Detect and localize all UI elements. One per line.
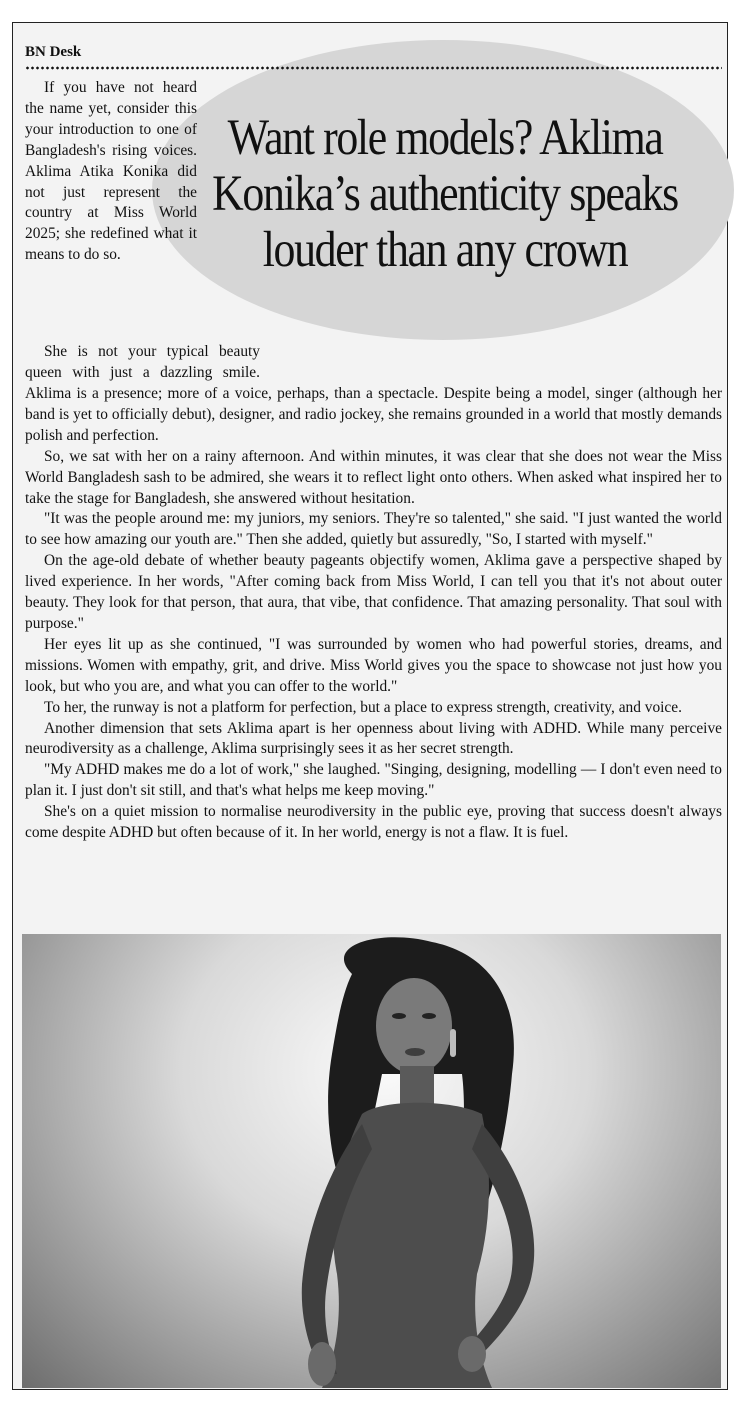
paragraph-start: She is not your typical beauty queen with just a dazzling smile. [25, 343, 260, 381]
intro-column [25, 78, 197, 266]
intro-paragraph: If you have not heard the name yet, consider this your introduction to one of Bangladesh's rising voices. Aklima Atika Konika did not just represent the country at Miss World 2025; she redefined what it means to do so. [25, 79, 197, 264]
headline-line: Want role models? Aklima [227, 110, 663, 166]
portrait-illustration [22, 934, 721, 1388]
byline: BN Desk [25, 44, 82, 60]
portrait-photo [22, 934, 721, 1388]
paragraph: "It was the people around me: my juniors, my seniors. They're so talented," she said. "I just wanted the world to see how amazing our youth are." Then she added, quietly but assuredly, "So, I started with myself." [25, 510, 722, 549]
paragraph: She's on a quiet mission to normalise neurodiversity in the public eye, proving that success doesn't always come despite ADHD but often because of it. In her world, energy is not a flaw. It is fuel. [25, 803, 722, 842]
paragraph: To her, the runway is not a platform for perfection, but a place to express strength, creativity, and voice. [44, 698, 682, 716]
headline-line: louder than any crown [262, 222, 628, 278]
headline-line: Konika’s authenticity speaks [212, 166, 678, 222]
body-text [25, 384, 722, 844]
paragraph: Another dimension that sets Aklima apart is her openness about living with ADHD. While many perceive neurodiversity as a challenge, Aklima surprisingly sees it as her secret strength. [25, 719, 722, 758]
intro-column-continued [25, 342, 260, 384]
paragraph: So, we sat with her on a rainy afternoon. And within minutes, it was clear that she does not wear the Miss World Bangladesh sash to be admired, she wears it to reflect light onto others. When asked what inspired her to take the stage for Bangladesh, she answered without hesitation. [25, 447, 722, 507]
paragraph: Aklima is a presence; more of a voice, perhaps, than a spectacle. Despite being a model, singer (although her band is yet to officially debut), designer, and radio jockey, she remains grounded in a world that mostly demands polish and perfection. [25, 385, 722, 444]
paragraph: Her eyes lit up as she continued, "I was surrounded by women who had powerful stories, dreams, and missions. Women with empathy, grit, and drive. Miss World gives you the space to showcase not just how you look, but who you are, and what you can offer to the world." [25, 635, 722, 695]
paragraph: "My ADHD makes me do a lot of work," she laughed. "Singing, designing, modelling — I don't even need to plan it. I just don't sit still, and that's what helps me keep moving." [25, 761, 722, 800]
dotted-rule [25, 66, 722, 70]
paragraph: On the age-old debate of whether beauty pageants objectify women, Aklima gave a perspective shaped by lived experience. In her words, "After coming back from Miss World, I can tell you that it's not about outer beauty. They look for that person, that aura, that vibe, that confidence. That amazing personality. That soul with purpose." [25, 552, 722, 632]
headline [200, 110, 690, 278]
